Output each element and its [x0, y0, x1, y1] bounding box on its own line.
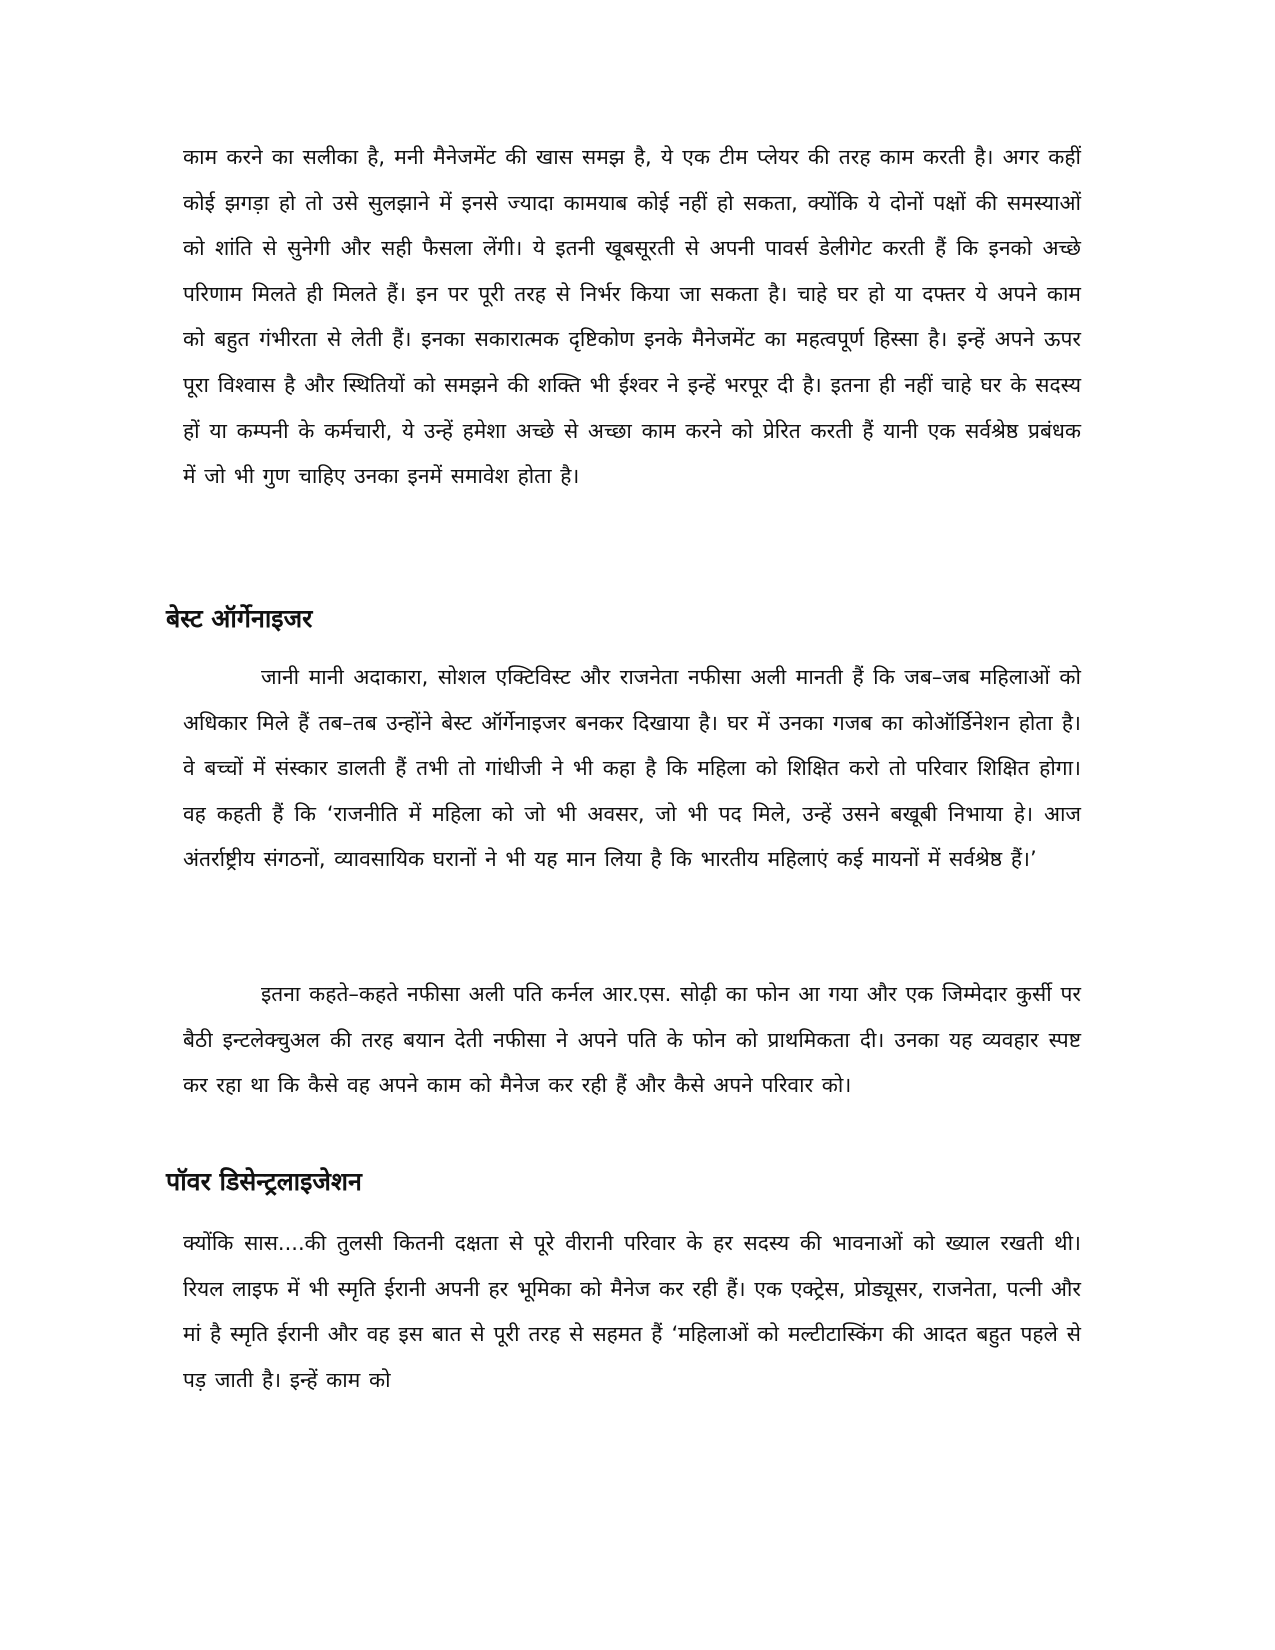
- paragraph-smriti-irani: क्योंकि सास....की तुलसी कितनी दक्षता से पूरे वीरानी परिवार के हर सदस्य की भावनाओं को ख्याल रखती थी। रियल लाइफ में भी स्मृति ईरानी अपनी हर भूमिका को मैनेज कर रही हैं। एक एक्ट्रेस, प्रोड्यूसर, राजनेता, पत्नी और मां है स्मृति ईरानी और वह इस बात से पूरी तरह से सहमत हैं ‘महिलाओं को मल्टीटास्किंग की आदत बहुत पहले से पड़ जाती है। इन्हें काम को: [183, 1231, 1081, 1392]
- heading-power-decentralization: पॉवर डिसेन्ट्रलाइजेशन: [166, 1167, 362, 1196]
- paragraph-management-qualities: काम करने का सलीका है, मनी मैनेजमेंट की खास समझ है, ये एक टीम प्लेयर की तरह काम करती है। अगर कहीं कोई झगड़ा हो तो उसे सुलझाने में इनसे ज्यादा कामयाब कोई नहीं हो सकता, क्योंकि ये दोनों पक्षों की समस्याओं को शांति से सुनेगी और सही फैसला लेंगी। ये इतनी खूबसूरती से अपनी पावर्स डेलीगेट करती हैं कि इनको अच्छे परिणाम मिलते ही मिलते हैं। इन पर पूरी तरह से निर्भर किया जा सकता है। चाहे घर हो या दफ्तर ये अपने काम को बहुत गंभीरता से लेती हैं। इनका सकारात्मक दृष्टिकोण इनके मैनेजमेंट का महत्वपूर्ण हिस्सा है। इन्हें अपने ऊपर पूरा विश्वास है और स्थितियों को समझने की शक्ति भी ईश्वर ने इन्हें भरपूर दी है। इतना ही नहीं चाहे घर के सदस्य हों या कम्पनी के कर्मचारी, ये उन्हें हमेशा अच्छे से अच्छा काम करने को प्रेरित करती हैं यानी एक सर्वश्रेष्ठ प्रबंधक में जो भी गुण चाहिए उनका इनमें समावेश होता है।: [183, 145, 1081, 489]
- paragraph-nafisa-phone: इतना कहते–कहते नफीसा अली पति कर्नल आर.एस. सोढ़ी का फोन आ गया और एक जिम्मेदार कुर्सी पर बैठी इन्टलेक्चुअल की तरह बयान देती नफीसा ने अपने पति के फोन को प्राथमिकता दी। उनका यह व्यवहार स्पष्ट कर रहा था कि कैसे वह अपने काम को मैनेज कर रही हैं और कैसे अपने परिवार को।: [183, 982, 1081, 1098]
- heading-best-organizer: बेस्ट ऑर्गेनाइजर: [166, 604, 313, 633]
- paragraph-nafisa-ali-quote: जानी मानी अदाकारा, सोशल एक्टिविस्ट और राजनेता नफीसा अली मानती हैं कि जब–जब महिलाओं को अधिकार मिले हैं तब–तब उन्होंने बेस्ट ऑर्गेनाइजर बनकर दिखाया है। घर में उनका गजब का कोऑर्डिनेशन होता है। वे बच्चों में संस्कार डालती हैं तभी तो गांधीजी ने भी कहा है कि महिला को शिक्षित करो तो परिवार शिक्षित होगा। वह कहती हैं कि ‘राजनीति में महिला को जो भी अवसर, जो भी पद मिले, उन्हें उसने बखूबी निभाया हे। आज अंतर्राष्ट्रीय संगठनों, व्यावसायिक घरानों ने भी यह मान लिया है कि भारतीय महिलाएं कई मायनों में सर्वश्रेष्ठ हैं।’: [183, 665, 1081, 872]
